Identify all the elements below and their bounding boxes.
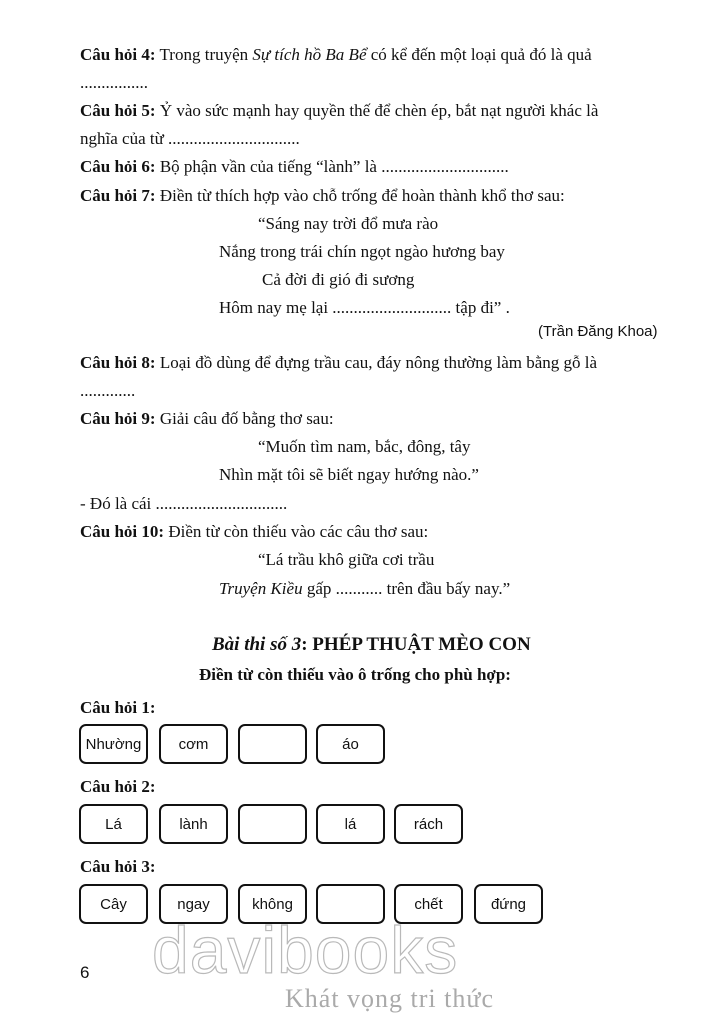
watermark-brand: davibooks [152, 913, 459, 987]
puzzle-2-box-5: rách [394, 804, 463, 844]
q7-poem-credit: (Trần Đăng Khoa) [538, 323, 658, 340]
q4-text-b: có kể đến một loại quả đó là quả [366, 45, 592, 64]
q7-poem-line-4: Hôm nay mẹ lại ............................ tập đi” . [219, 298, 510, 317]
q8-blank: ............. [80, 381, 136, 400]
q4-text-a: Trong truyện [155, 45, 253, 64]
q9-text: Giải câu đố bằng thơ sau: [155, 409, 334, 428]
page-number: 6 [80, 963, 90, 982]
puzzle-2-blank-box[interactable] [238, 804, 307, 844]
q5-line2: nghĩa của từ ............................... [80, 129, 300, 148]
q6-label: Câu hỏi 6: [80, 157, 156, 176]
puzzle-1-box-1: Nhường [79, 724, 148, 764]
puzzle-2-box-1: Lá [79, 804, 148, 844]
puzzle-1-box-2: cơm [159, 724, 228, 764]
question-4 [80, 44, 592, 66]
q9-answer: - Đó là cái ............................... [80, 494, 288, 513]
watermark-tagline: Khát vọng tri thức [285, 984, 495, 1013]
q5-label: Câu hỏi 5: [80, 101, 156, 120]
q4-blank: ................ [80, 73, 148, 92]
q10-label: Câu hỏi 10: [80, 522, 165, 541]
q9-poem-line-1: “Muốn tìm nam, bắc, đông, tây [258, 437, 471, 456]
q8-text: Loại đồ dùng để đựng trầu cau, đáy nông thường làm bằng gỗ là [155, 353, 598, 372]
puzzle-1-label: Câu hỏi 1: [80, 698, 156, 717]
puzzle-3-box-5: chết [394, 884, 463, 924]
question-6 [80, 156, 509, 178]
section-title-rest: : PHÉP THUẬT MÈO CON [301, 634, 531, 655]
q7-label: Câu hỏi 7: [80, 186, 156, 205]
q10-text: Điền từ còn thiếu vào các câu thơ sau: [164, 522, 429, 541]
q10-poem-line-2 [219, 578, 510, 600]
puzzle-3-box-2: ngay [159, 884, 228, 924]
question-7 [80, 185, 565, 207]
q5-text: Ỷ vào sức mạnh hay quyền thế để chèn ép, bắt nạt người khác là [155, 101, 599, 120]
puzzle-3-box-6: đứng [474, 884, 543, 924]
q7-text: Điền từ thích hợp vào chỗ trống để hoàn thành khổ thơ sau: [155, 186, 565, 205]
q7-poem-line-3: Cả đời đi gió đi sương [262, 270, 415, 289]
puzzle-1-box-4: áo [316, 724, 385, 764]
section-instruction: Điền từ còn thiếu vào ô trống cho phù hợp: [199, 665, 511, 684]
puzzle-3-box-3: không [238, 884, 307, 924]
q9-poem-line-2: Nhìn mặt tôi sẽ biết ngay hướng nào.” [219, 465, 479, 484]
puzzle-1-blank-box[interactable] [238, 724, 307, 764]
puzzle-2-label: Câu hỏi 2: [80, 777, 156, 796]
section-title-italic: Bài thi số 3 [212, 634, 302, 655]
question-8 [80, 352, 597, 374]
q7-poem-line-2: Nắng trong trái chín ngọt ngào hương bay [219, 242, 505, 261]
puzzle-3-box-1: Cây [79, 884, 148, 924]
puzzle-3-label: Câu hỏi 3: [80, 857, 156, 876]
section-title [212, 634, 531, 656]
q7-poem-line-1: “Sáng nay trời đổ mưa rào [258, 214, 439, 233]
q4-label: Câu hỏi 4: [80, 45, 156, 64]
q10-poem-title: Truyện Kiều [219, 579, 303, 598]
question-9 [80, 408, 334, 430]
puzzle-2-box-4: lá [316, 804, 385, 844]
q8-label: Câu hỏi 8: [80, 353, 156, 372]
q10-poem-line-1: “Lá trầu khô giữa cơi trầu [258, 550, 435, 569]
question-10 [80, 521, 428, 543]
q4-story-title: Sự tích hồ Ba Bể [252, 45, 367, 64]
puzzle-2-box-2: lành [159, 804, 228, 844]
q10-poem-rest: gấp ........... trên đầu bấy nay.” [302, 579, 511, 598]
q6-text: Bộ phận vần của tiếng “lành” là .............................. [155, 157, 509, 176]
q9-label: Câu hỏi 9: [80, 409, 156, 428]
question-5 [80, 100, 598, 122]
